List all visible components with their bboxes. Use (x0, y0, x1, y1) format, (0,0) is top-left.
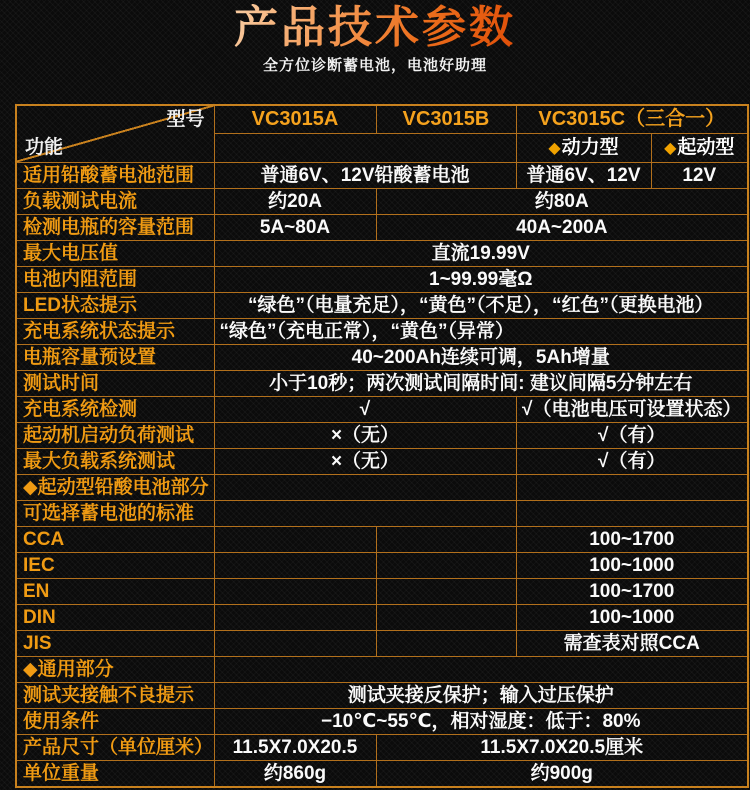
row-label: 充电系统状态提示 (16, 319, 214, 345)
row-label: 单位重量 (16, 761, 214, 788)
table-row (16, 735, 748, 761)
value-cell (214, 553, 376, 579)
value-cell (376, 553, 516, 579)
table-row (16, 683, 748, 709)
page-subtitle: 全方位诊断蓄电池，电池好助理 (262, 57, 487, 75)
row-label: 最大负载系统测试 (16, 449, 214, 475)
row-label: 最大电压值 (16, 241, 214, 267)
model-header-vc3015b: VC3015B (376, 105, 516, 134)
value-cell (214, 475, 516, 501)
row-label: DIN (16, 605, 214, 631)
value-cell: √（有） (516, 423, 748, 449)
value-cell: 测试夹接反保护；输入过压保护 (214, 683, 748, 709)
table-row (16, 761, 748, 788)
section-label: ◆起动型铅酸电池部分 (16, 475, 214, 501)
row-label: 起动机启动负荷测试 (16, 423, 214, 449)
value-cell: 40A~200A (376, 215, 748, 241)
model-header-vc3015a: VC3015A (214, 105, 376, 134)
corner-function-label: 功能 (25, 137, 64, 158)
table-row (16, 319, 748, 345)
table-row (16, 657, 748, 683)
value-cell: 约80A (376, 189, 748, 215)
corner-model-label: 型号 (166, 109, 205, 130)
value-cell (214, 501, 516, 527)
spec-table (15, 104, 749, 788)
subheader-starter-label: 起动型 (677, 137, 735, 158)
row-label: 充电系统检测 (16, 397, 214, 423)
value-cell: ×（无） (214, 449, 516, 475)
subheader-empty-cell (214, 134, 516, 163)
table-row (16, 709, 748, 735)
value-cell: √（电池电压可设置状态） (516, 397, 748, 423)
value-cell (214, 657, 748, 683)
table-row (16, 163, 748, 189)
row-label: LED状态提示 (16, 293, 214, 319)
table-row (16, 215, 748, 241)
model-header-vc3015c: VC3015C（三合一） (516, 105, 748, 134)
value-cell: √（有） (516, 449, 748, 475)
value-cell (376, 605, 516, 631)
value-cell: 约20A (214, 189, 376, 215)
value-cell (214, 631, 376, 657)
value-cell (516, 501, 748, 527)
value-cell: 100~1700 (516, 579, 748, 605)
value-cell (214, 527, 376, 553)
value-cell (376, 527, 516, 553)
diamond-icon: ◆ (548, 140, 561, 157)
value-cell: √ (214, 397, 516, 423)
value-cell (516, 475, 748, 501)
value-cell: 12V (651, 163, 748, 189)
spec-table-body (16, 105, 748, 787)
value-cell: 普通6V、12V (516, 163, 651, 189)
value-cell: 1~99.99毫Ω (214, 267, 748, 293)
section-label: ◆通用部分 (16, 657, 214, 683)
table-row (16, 579, 748, 605)
value-cell: “绿色”（充电正常），“黄色”（异常） (214, 319, 748, 345)
row-label: 产品尺寸（单位厘米） (16, 735, 214, 761)
table-row (16, 527, 748, 553)
diamond-icon: ◆ (664, 140, 677, 157)
row-label: 使用条件 (16, 709, 214, 735)
row-label: CCA (16, 527, 214, 553)
value-cell: 100~1000 (516, 553, 748, 579)
table-row (16, 423, 748, 449)
table-row (16, 371, 748, 397)
value-cell: 直流19.99V (214, 241, 748, 267)
subheader-starter-type (651, 134, 748, 163)
value-cell: 5A~80A (214, 215, 376, 241)
row-label: 电池内阻范围 (16, 267, 214, 293)
value-cell: 100~1700 (516, 527, 748, 553)
table-row (16, 449, 748, 475)
value-cell: 40~200Ah连续可调，5Ah增量 (214, 345, 748, 371)
value-cell: ×（无） (214, 423, 516, 449)
row-label: 可选择蓄电池的标准 (16, 501, 214, 527)
value-cell: 普通6V、12V铅酸蓄电池 (214, 163, 516, 189)
value-cell: 100~1000 (516, 605, 748, 631)
table-row (16, 267, 748, 293)
row-label: IEC (16, 553, 214, 579)
row-label: 检测电瓶的容量范围 (16, 215, 214, 241)
subheader-power-type (516, 134, 651, 163)
row-label: JIS (16, 631, 214, 657)
subheader-power-label: 动力型 (561, 137, 619, 158)
value-cell: 11.5X7.0X20.5 (214, 735, 376, 761)
header-row-models (16, 105, 748, 134)
table-row (16, 605, 748, 631)
value-cell: 约860g (214, 761, 376, 788)
value-cell (376, 579, 516, 605)
value-cell (376, 631, 516, 657)
value-cell: 需查表对照CCA (516, 631, 748, 657)
table-row (16, 397, 748, 423)
value-cell: 11.5X7.0X20.5厘米 (376, 735, 748, 761)
table-row (16, 241, 748, 267)
row-label: 测试时间 (16, 371, 214, 397)
value-cell: 小于10秒；两次测试间隔时间: 建议间隔5分钟左右 (214, 371, 748, 397)
row-label: 负载测试电流 (16, 189, 214, 215)
table-row (16, 501, 748, 527)
row-label: EN (16, 579, 214, 605)
table-row (16, 345, 748, 371)
value-cell: 约900g (376, 761, 748, 788)
value-cell (214, 605, 376, 631)
row-label: 测试夹接触不良提示 (16, 683, 214, 709)
row-label: 电瓶容量预设置 (16, 345, 214, 371)
table-row (16, 189, 748, 215)
corner-cell (16, 105, 214, 163)
page-title: 产品技术参数 (234, 3, 516, 52)
table-row (16, 293, 748, 319)
table-row (16, 631, 748, 657)
value-cell: −10℃~55℃，相对湿度：低于：80% (214, 709, 748, 735)
value-cell (214, 579, 376, 605)
header-banner (0, 0, 750, 100)
table-row (16, 553, 748, 579)
row-label: 适用铅酸蓄电池范围 (16, 163, 214, 189)
table-row (16, 475, 748, 501)
value-cell: “绿色”（电量充足），“黄色”（不足），“红色”（更换电池） (214, 293, 748, 319)
